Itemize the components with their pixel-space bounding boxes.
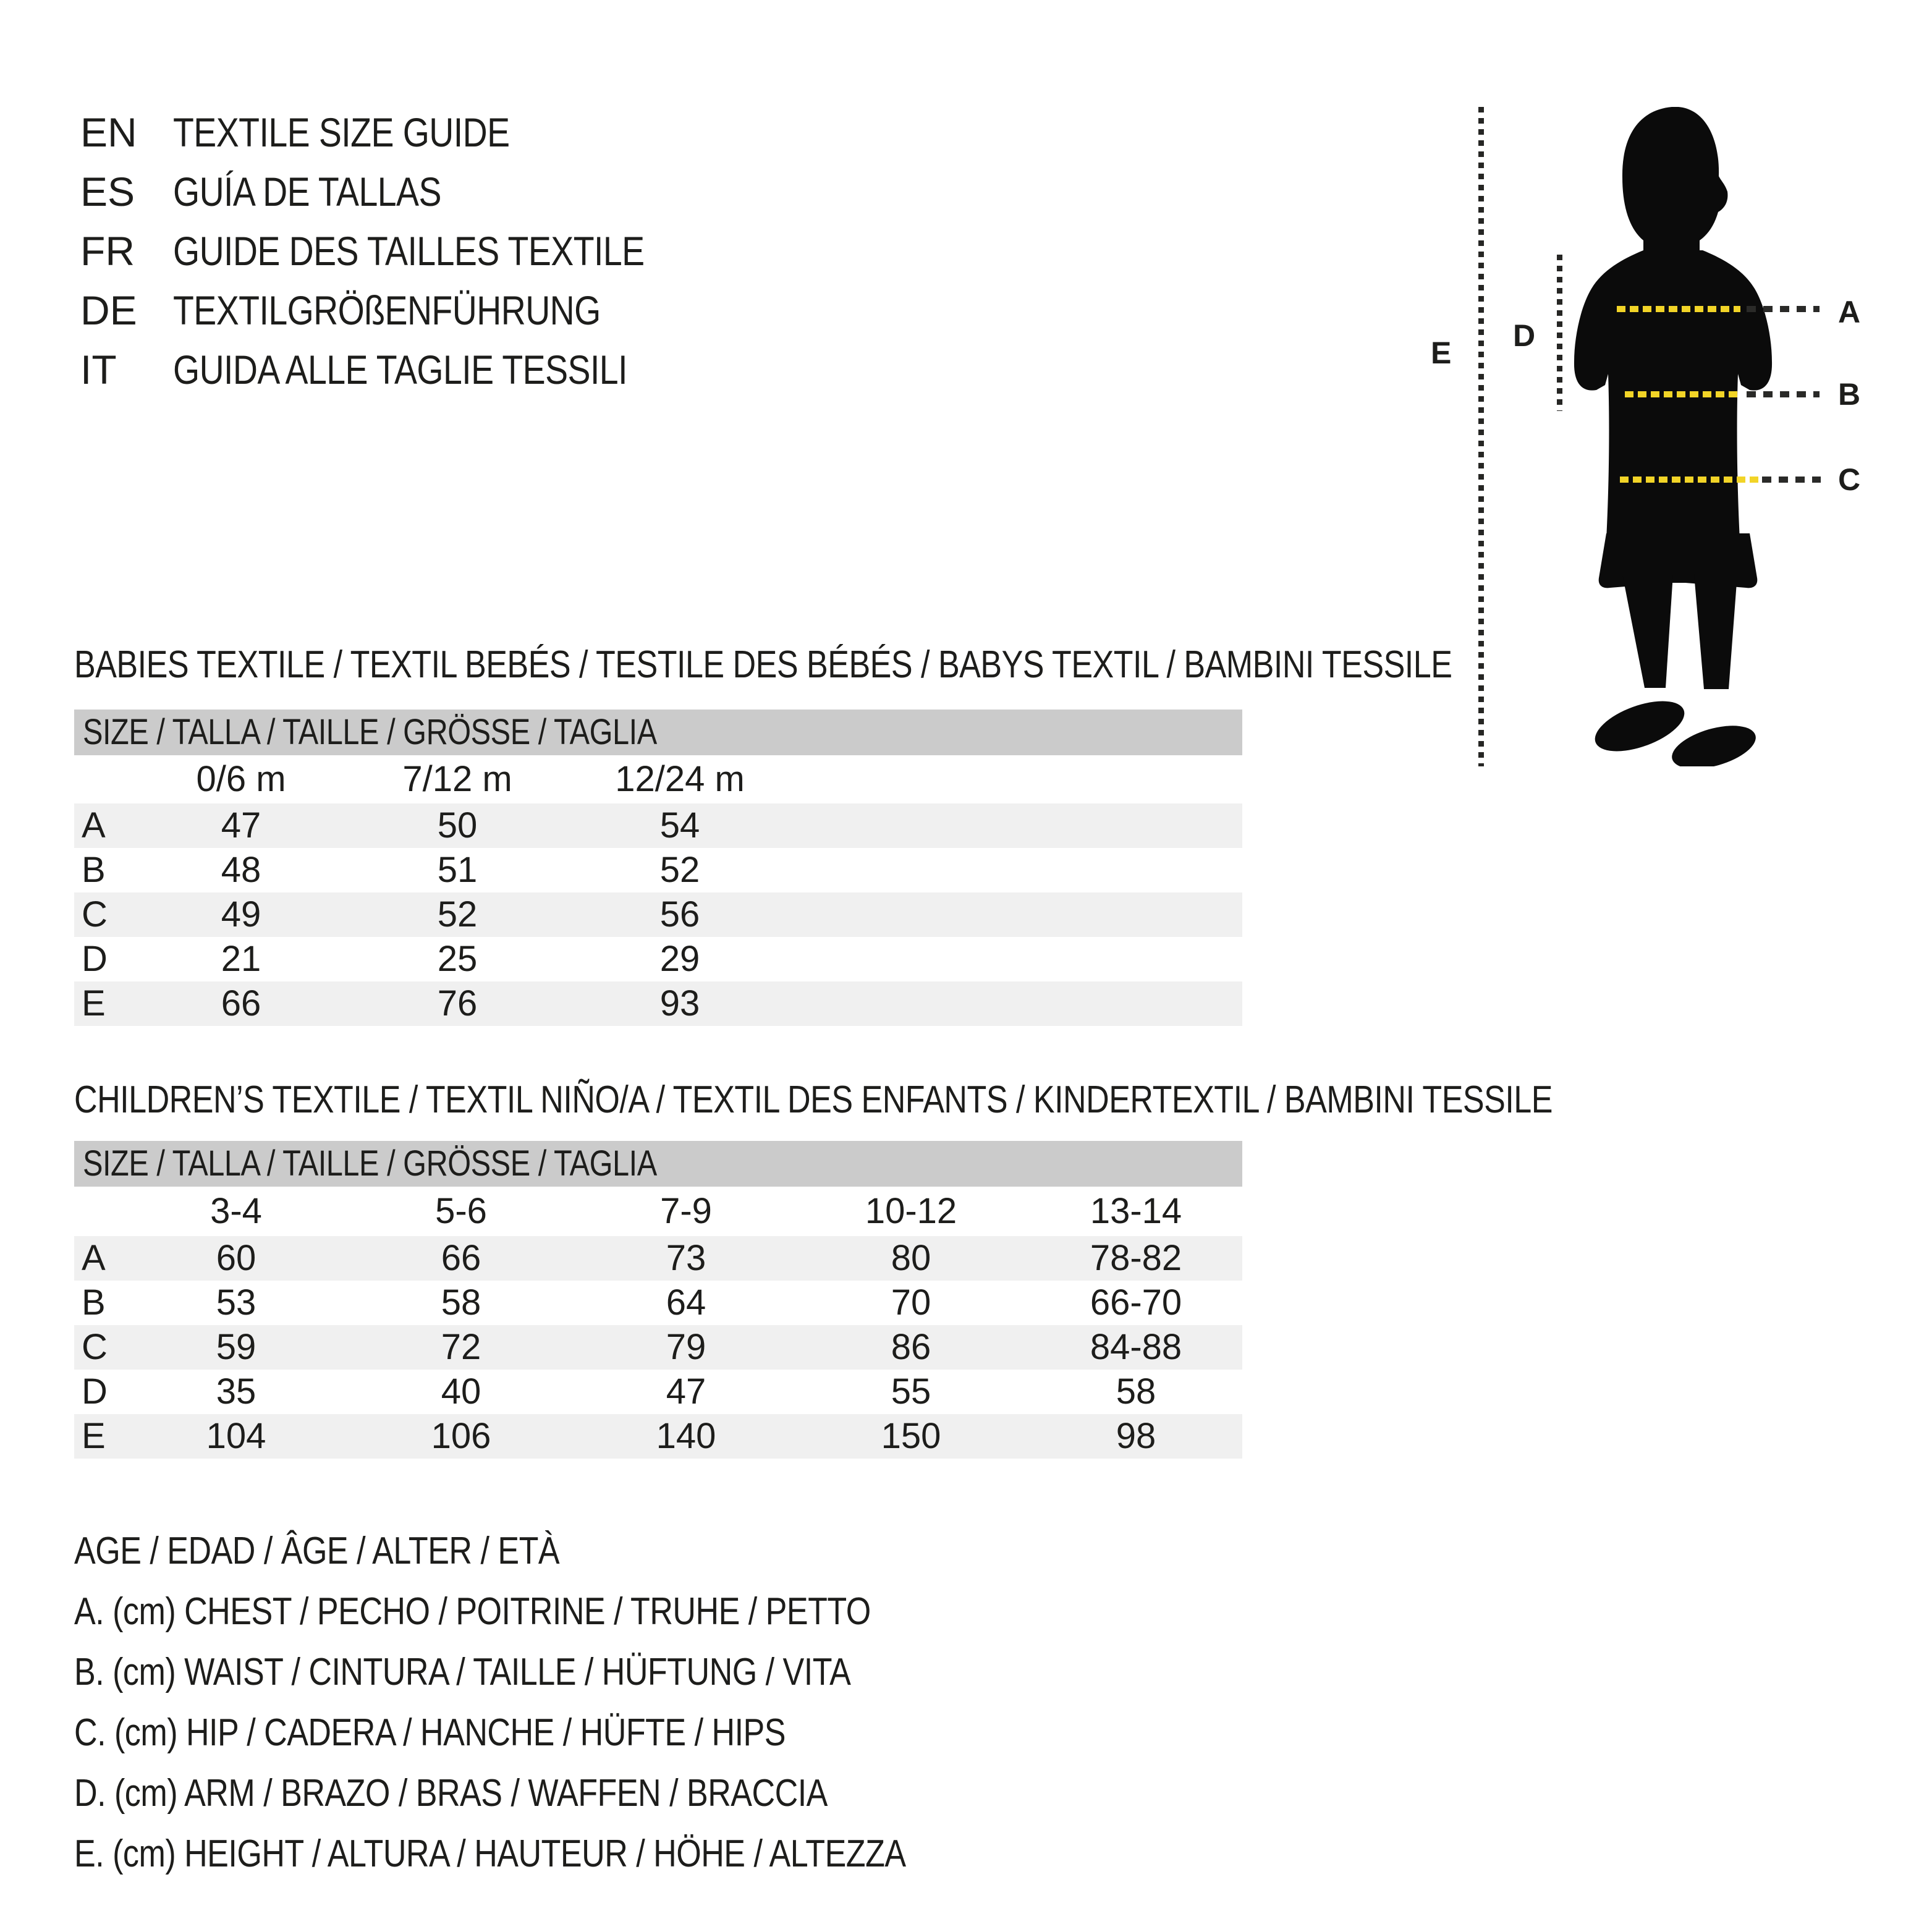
language-code: FR	[80, 228, 135, 274]
table-row	[74, 981, 1242, 1026]
language-row	[80, 103, 574, 162]
size-value-cell: 84-88	[1090, 1327, 1182, 1367]
babies-size-table	[74, 710, 1242, 1026]
size-value-cell: 47	[221, 805, 261, 845]
guide-title: TEXTILE SIZE GUIDE	[173, 109, 510, 155]
size-value-cell: 86	[891, 1327, 931, 1367]
language-row	[80, 221, 734, 281]
column-header: 13-14	[1090, 1191, 1182, 1231]
row-label: B	[82, 850, 106, 890]
column-header-row	[74, 755, 1242, 803]
size-value-cell: 59	[216, 1327, 256, 1367]
chest-label: A	[1838, 295, 1861, 329]
legend-line-arm: D. (cm) ARM / BRAZO / BRAS / WAFFEN / BRACCIA	[74, 1772, 828, 1815]
size-header-bar: SIZE / TALLA / TAILLE / GRÖSSE / TAGLIA	[74, 710, 1242, 755]
arm-measure-line	[1557, 255, 1562, 411]
size-value-cell: 50	[437, 805, 478, 845]
size-value-cell: 35	[216, 1371, 256, 1412]
row-label: A	[82, 805, 106, 845]
size-value-cell: 98	[1116, 1416, 1156, 1456]
size-value-cell: 53	[216, 1282, 256, 1323]
size-value-cell: 52	[437, 894, 478, 934]
size-value-cell: 49	[221, 894, 261, 934]
language-code: IT	[80, 347, 117, 392]
hip-measure-line-dark	[1762, 477, 1821, 483]
table-row	[74, 1281, 1242, 1325]
size-value-cell: 58	[441, 1282, 481, 1323]
arm-label: D	[1513, 318, 1536, 353]
size-value-cell: 66	[441, 1238, 481, 1278]
size-value-cell: 93	[659, 983, 700, 1023]
row-label: A	[82, 1238, 106, 1278]
language-row	[80, 162, 493, 221]
row-label: B	[82, 1282, 106, 1323]
guide-title: GUIDE DES TAILLES TEXTILE	[173, 228, 645, 274]
size-value-cell: 76	[437, 983, 478, 1023]
guide-title: GUÍA DE TALLAS	[173, 169, 441, 214]
column-header: 12/24 m	[615, 759, 745, 799]
children-size-table	[74, 1141, 1242, 1459]
legend-line-age: AGE / EDAD / ÂGE / ALTER / ETÀ	[74, 1530, 560, 1572]
table-row	[74, 892, 1242, 937]
legend-line-hip: C. (cm) HIP / CADERA / HANCHE / HÜFTE / HIPS	[74, 1711, 786, 1754]
size-value-cell: 73	[666, 1238, 706, 1278]
size-value-cell: 79	[666, 1327, 706, 1367]
chest-measure-line-yellow	[1617, 306, 1740, 312]
children-section-heading: CHILDREN’S TEXTILE / TEXTIL NIÑO/A / TEXTIL DES ENFANTS / KINDERTEXTIL / BAMBINI TESSILE	[74, 1078, 1553, 1121]
size-value-cell: 72	[441, 1327, 481, 1367]
language-code: EN	[80, 109, 137, 155]
waist-measure-line-dark	[1747, 391, 1820, 397]
waist-label: B	[1838, 377, 1861, 412]
size-header-bar: SIZE / TALLA / TAILLE / GRÖSSE / TAGLIA	[74, 1141, 1242, 1187]
table-row	[74, 937, 1242, 981]
row-label: D	[82, 1371, 108, 1412]
row-label: D	[82, 939, 108, 979]
height-label: E	[1431, 336, 1452, 370]
size-value-cell: 78-82	[1090, 1238, 1182, 1278]
column-header-row	[74, 1187, 1242, 1236]
size-value-cell: 60	[216, 1238, 256, 1278]
table-row	[74, 1236, 1242, 1281]
legend-line-waist: B. (cm) WAIST / CINTURA / TAILLE / HÜFTUNG / VITA	[74, 1651, 851, 1693]
size-value-cell: 21	[221, 939, 261, 979]
size-value-cell: 47	[666, 1371, 706, 1412]
row-label: C	[82, 1327, 108, 1367]
size-value-cell: 66-70	[1090, 1282, 1182, 1323]
size-value-cell: 140	[656, 1416, 716, 1456]
size-value-cell: 56	[659, 894, 700, 934]
language-code: ES	[80, 169, 135, 214]
table-row	[74, 1370, 1242, 1414]
table-row	[74, 803, 1242, 848]
size-value-cell: 48	[221, 850, 261, 890]
guide-title: GUIDA ALLE TAGLIE TESSILI	[173, 347, 627, 392]
column-header: 7/12 m	[402, 759, 512, 799]
babies-section-heading: BABIES TEXTILE / TEXTIL BEBÉS / TESTILE DES BÉBÉS / BABYS TEXTIL / BAMBINI TESSILE	[74, 643, 1452, 686]
hip-label: C	[1838, 462, 1861, 497]
size-value-cell: 58	[1116, 1371, 1156, 1412]
waist-measure-line-yellow	[1625, 391, 1739, 397]
size-value-cell: 54	[659, 805, 700, 845]
size-value-cell: 106	[431, 1416, 491, 1456]
size-value-cell: 64	[666, 1282, 706, 1323]
column-header: 3-4	[210, 1191, 262, 1231]
row-label: E	[82, 983, 106, 1023]
table-row	[74, 848, 1242, 892]
hip-measure-line-yellow	[1620, 477, 1759, 483]
size-value-cell: 55	[891, 1371, 931, 1412]
language-code: DE	[80, 287, 137, 333]
language-row	[80, 340, 714, 399]
row-label: C	[82, 894, 108, 934]
size-value-cell: 150	[881, 1416, 941, 1456]
size-value-cell: 40	[441, 1371, 481, 1412]
column-header: 7-9	[660, 1191, 712, 1231]
column-header: 10-12	[865, 1191, 957, 1231]
legend-line-chest: A. (cm) CHEST / PECHO / POITRINE / TRUHE / PETTO	[74, 1590, 871, 1633]
table-row	[74, 1325, 1242, 1370]
table-row	[74, 1414, 1242, 1459]
column-header: 0/6 m	[196, 759, 286, 799]
column-header: 5-6	[435, 1191, 487, 1231]
size-value-cell: 104	[206, 1416, 266, 1456]
legend-line-height: E. (cm) HEIGHT / ALTURA / HAUTEUR / HÖHE / ALTEZZA	[74, 1832, 906, 1875]
size-value-cell: 29	[659, 939, 700, 979]
size-value-cell: 25	[437, 939, 478, 979]
size-value-cell: 52	[659, 850, 700, 890]
size-value-cell: 66	[221, 983, 261, 1023]
size-value-cell: 80	[891, 1238, 931, 1278]
chest-measure-line-dark	[1747, 306, 1820, 312]
size-value-cell: 70	[891, 1282, 931, 1323]
language-row	[80, 281, 682, 340]
size-value-cell: 51	[437, 850, 478, 890]
row-label: E	[82, 1416, 106, 1456]
guide-title: TEXTILGRÖßENFÜHRUNG	[173, 287, 601, 333]
